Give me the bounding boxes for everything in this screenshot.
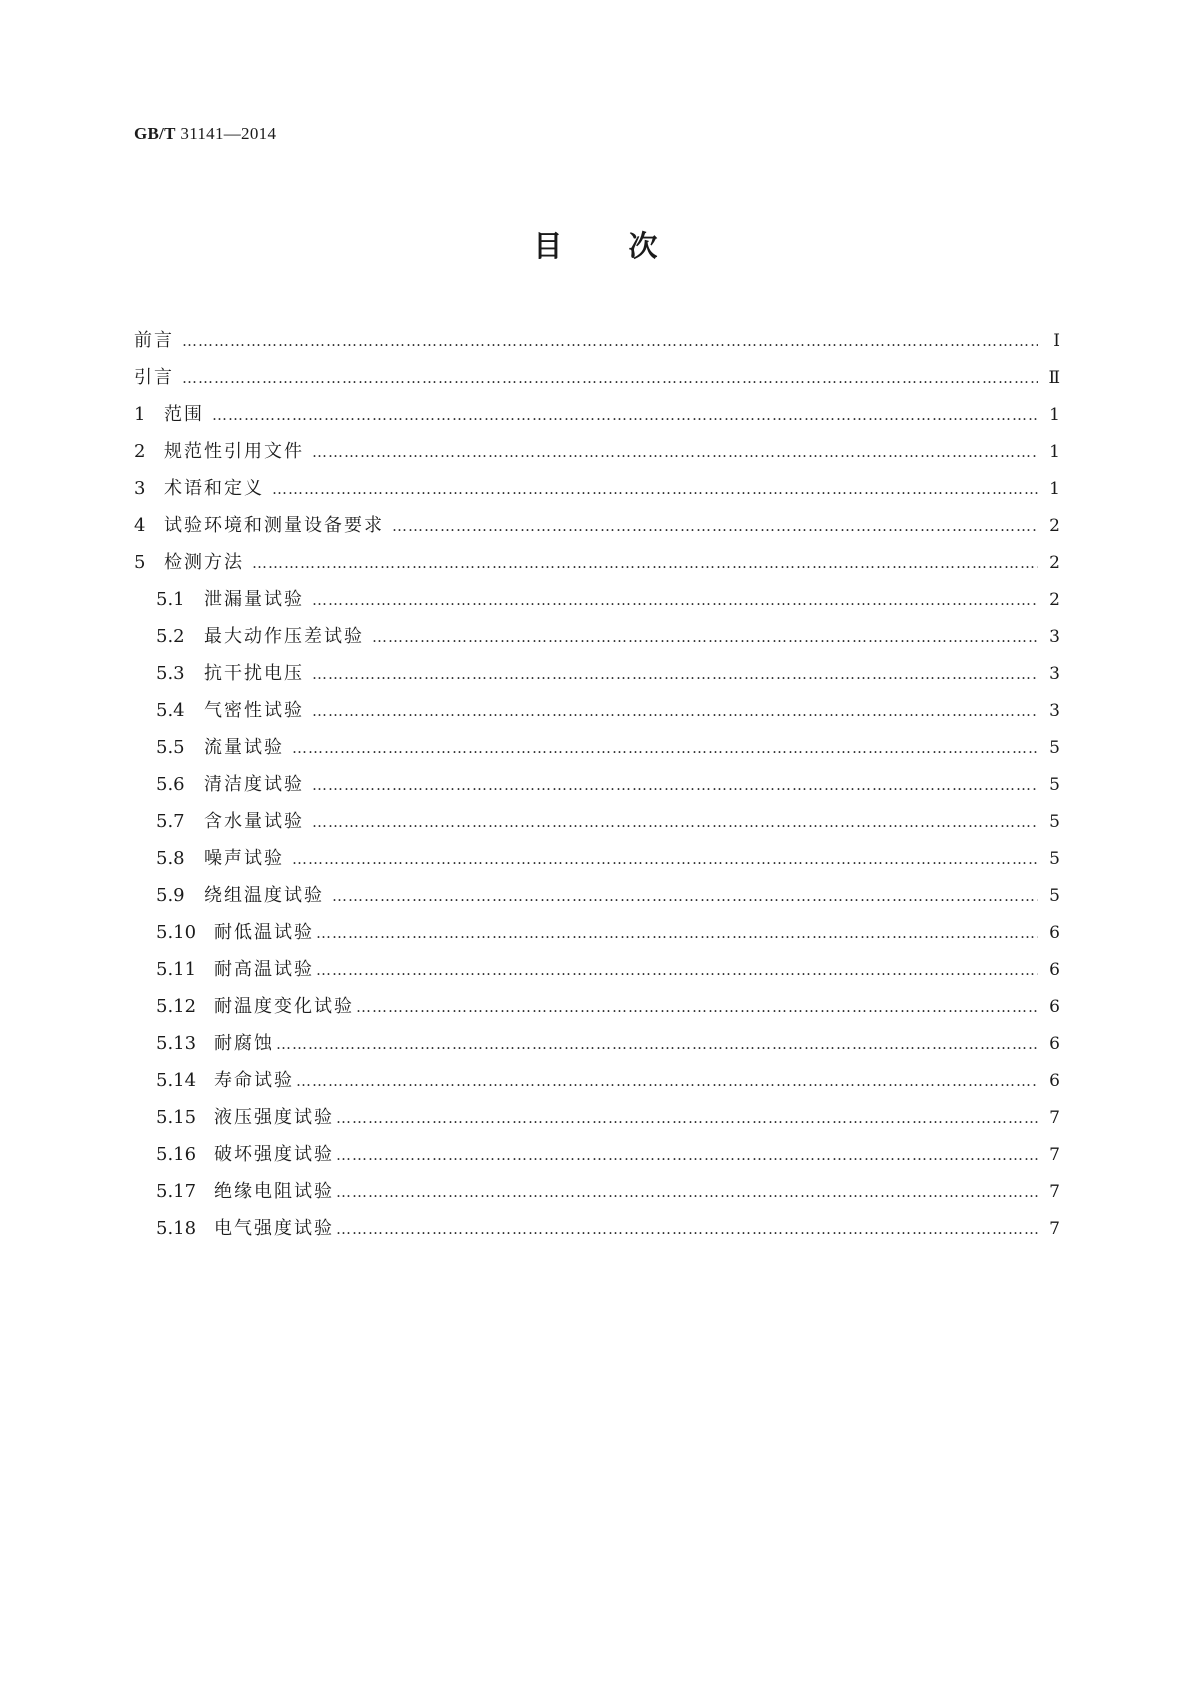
toc-leader-dots	[372, 628, 1038, 646]
standard-prefix: GB/T	[134, 124, 176, 143]
toc-subentry[interactable]	[134, 918, 1060, 955]
page-title	[0, 224, 1191, 265]
toc-entry-number: 2	[134, 441, 146, 462]
toc-entry[interactable]	[134, 474, 1060, 511]
toc-entry-label: 绝缘电阻试验	[214, 1181, 334, 1202]
toc-entry-number: 5.18	[156, 1218, 197, 1239]
toc-subentry[interactable]	[134, 955, 1060, 992]
toc-entry-page: 7	[1049, 1108, 1060, 1128]
toc-leader-dots	[292, 850, 1038, 868]
toc-entry-number: 5.15	[156, 1107, 197, 1128]
toc-entry-number: 5.13	[156, 1033, 197, 1054]
toc-entry[interactable]	[134, 400, 1060, 437]
toc-leader-dots	[332, 887, 1038, 905]
toc-entry-label: 耐低温试验	[214, 922, 314, 943]
toc-subentry[interactable]	[134, 696, 1060, 733]
toc-entry-page: 5	[1049, 849, 1060, 869]
toc-entry[interactable]	[134, 437, 1060, 474]
toc-entry-page: 6	[1049, 1034, 1060, 1054]
toc-entry-page: Ⅱ	[1048, 368, 1060, 388]
toc-entry-page: 2	[1049, 553, 1060, 573]
toc-entry-label: 前言	[134, 330, 174, 351]
toc-leader-dots	[276, 1035, 1038, 1053]
toc-entry[interactable]	[134, 363, 1060, 400]
toc-entry-label: 液压强度试验	[214, 1107, 334, 1128]
toc-leader-dots	[292, 739, 1038, 757]
toc-subentry[interactable]	[134, 585, 1060, 622]
toc-leader-dots	[312, 591, 1038, 609]
toc-entry-page: 1	[1049, 479, 1060, 499]
toc-entry-page: 5	[1049, 775, 1060, 795]
toc-leader-dots	[392, 517, 1038, 535]
toc-entry-number: 5.8	[156, 848, 185, 869]
toc-subentry[interactable]	[134, 1066, 1060, 1103]
toc-leader-dots	[336, 1146, 1038, 1164]
toc-entry-page: 1	[1049, 442, 1060, 462]
toc-entry-number: 5.17	[156, 1181, 197, 1202]
toc-leader-dots	[182, 369, 1038, 387]
toc-entry-page: 1	[1049, 405, 1060, 425]
toc-subentry[interactable]	[134, 1140, 1060, 1177]
toc-entry-page: 5	[1049, 886, 1060, 906]
toc-entry-label: 最大动作压差试验	[204, 626, 364, 647]
toc-subentry[interactable]	[134, 1103, 1060, 1140]
toc-entry-page: 6	[1049, 997, 1060, 1017]
toc-entry-label: 耐温度变化试验	[214, 996, 354, 1017]
table-of-contents	[134, 326, 1060, 1251]
toc-leader-dots	[316, 961, 1038, 979]
toc-entry-number: 5.6	[156, 774, 185, 795]
toc-entry-number: 1	[134, 404, 146, 425]
toc-entry-number: 5.12	[156, 996, 197, 1017]
toc-entry-number: 3	[134, 478, 146, 499]
toc-entry-label: 耐腐蚀	[214, 1033, 274, 1054]
toc-entry-page: 7	[1049, 1182, 1060, 1202]
toc-entry-number: 4	[134, 515, 146, 536]
toc-entry-label: 绕组温度试验	[204, 885, 324, 906]
toc-entry-page: 6	[1049, 960, 1060, 980]
document-header	[134, 124, 276, 144]
toc-entry-label: 流量试验	[204, 737, 284, 758]
toc-entry-number: 5.1	[156, 589, 185, 610]
toc-entry-label: 耐高温试验	[214, 959, 314, 980]
toc-entry-number: 5.10	[156, 922, 197, 943]
toc-entry-page: 6	[1049, 1071, 1060, 1091]
toc-leader-dots	[312, 702, 1038, 720]
toc-entry-page: 7	[1049, 1219, 1060, 1239]
toc-entry-label: 气密性试验	[204, 700, 304, 721]
toc-leader-dots	[356, 998, 1038, 1016]
toc-subentry[interactable]	[134, 992, 1060, 1029]
toc-entry-page: Ⅰ	[1053, 331, 1060, 351]
toc-entry-number: 5.5	[156, 737, 185, 758]
toc-subentry[interactable]	[134, 881, 1060, 918]
toc-entry-number: 5.9	[156, 885, 185, 906]
toc-entry-number: 5.11	[156, 959, 197, 980]
toc-entry-label: 试验环境和测量设备要求	[164, 515, 384, 536]
toc-entry-page: 3	[1049, 627, 1060, 647]
toc-entry-page: 3	[1049, 664, 1060, 684]
title-char-1: 目	[533, 229, 563, 263]
toc-entry-number: 5.14	[156, 1070, 197, 1091]
toc-entry-label: 含水量试验	[204, 811, 304, 832]
toc-subentry[interactable]	[134, 733, 1060, 770]
toc-entry[interactable]	[134, 511, 1060, 548]
toc-entry-label: 引言	[134, 367, 174, 388]
toc-leader-dots	[316, 924, 1038, 942]
title-char-2: 次	[628, 229, 658, 263]
toc-entry-label: 寿命试验	[214, 1070, 294, 1091]
toc-subentry[interactable]	[134, 1177, 1060, 1214]
toc-entry-page: 2	[1049, 516, 1060, 536]
toc-subentry[interactable]	[134, 807, 1060, 844]
standard-number: 31141—2014	[180, 124, 277, 143]
toc-entry-number: 5.7	[156, 811, 185, 832]
toc-entry[interactable]	[134, 326, 1060, 363]
toc-entry-page: 5	[1049, 812, 1060, 832]
toc-entry-number: 5.3	[156, 663, 185, 684]
toc-leader-dots	[312, 443, 1038, 461]
toc-entry-label: 泄漏量试验	[204, 589, 304, 610]
toc-entry-page: 7	[1049, 1145, 1060, 1165]
toc-leader-dots	[312, 665, 1038, 683]
toc-subentry[interactable]	[134, 659, 1060, 696]
toc-entry-page: 3	[1049, 701, 1060, 721]
toc-entry-page: 2	[1049, 590, 1060, 610]
toc-subentry[interactable]	[134, 622, 1060, 659]
toc-entry-label: 噪声试验	[204, 848, 284, 869]
toc-entry-page: 5	[1049, 738, 1060, 758]
toc-leader-dots	[336, 1220, 1038, 1238]
toc-entry-number: 5.2	[156, 626, 185, 647]
toc-leader-dots	[212, 406, 1038, 424]
toc-entry-label: 规范性引用文件	[164, 441, 304, 462]
toc-leader-dots	[312, 813, 1038, 831]
toc-entry-page: 6	[1049, 923, 1060, 943]
toc-leader-dots	[336, 1183, 1038, 1201]
toc-entry-number: 5.16	[156, 1144, 197, 1165]
toc-entry-number: 5	[134, 552, 146, 573]
toc-leader-dots	[182, 332, 1038, 350]
toc-entry-number: 5.4	[156, 700, 185, 721]
toc-leader-dots	[296, 1072, 1038, 1090]
toc-entry-label: 破坏强度试验	[214, 1144, 334, 1165]
toc-entry-label: 电气强度试验	[214, 1218, 334, 1239]
toc-entry-label: 检测方法	[164, 552, 244, 573]
toc-leader-dots	[336, 1109, 1038, 1127]
toc-entry-label: 术语和定义	[164, 478, 264, 499]
toc-subentry[interactable]	[134, 770, 1060, 807]
toc-entry-label: 范围	[164, 404, 204, 425]
toc-entry-label: 抗干扰电压	[204, 663, 304, 684]
toc-leader-dots	[252, 554, 1038, 572]
toc-subentry[interactable]	[134, 1029, 1060, 1066]
toc-leader-dots	[312, 776, 1038, 794]
toc-entry[interactable]	[134, 548, 1060, 585]
toc-subentry[interactable]	[134, 844, 1060, 881]
toc-leader-dots	[272, 480, 1038, 498]
toc-subentry[interactable]	[134, 1214, 1060, 1251]
toc-entry-label: 清洁度试验	[204, 774, 304, 795]
